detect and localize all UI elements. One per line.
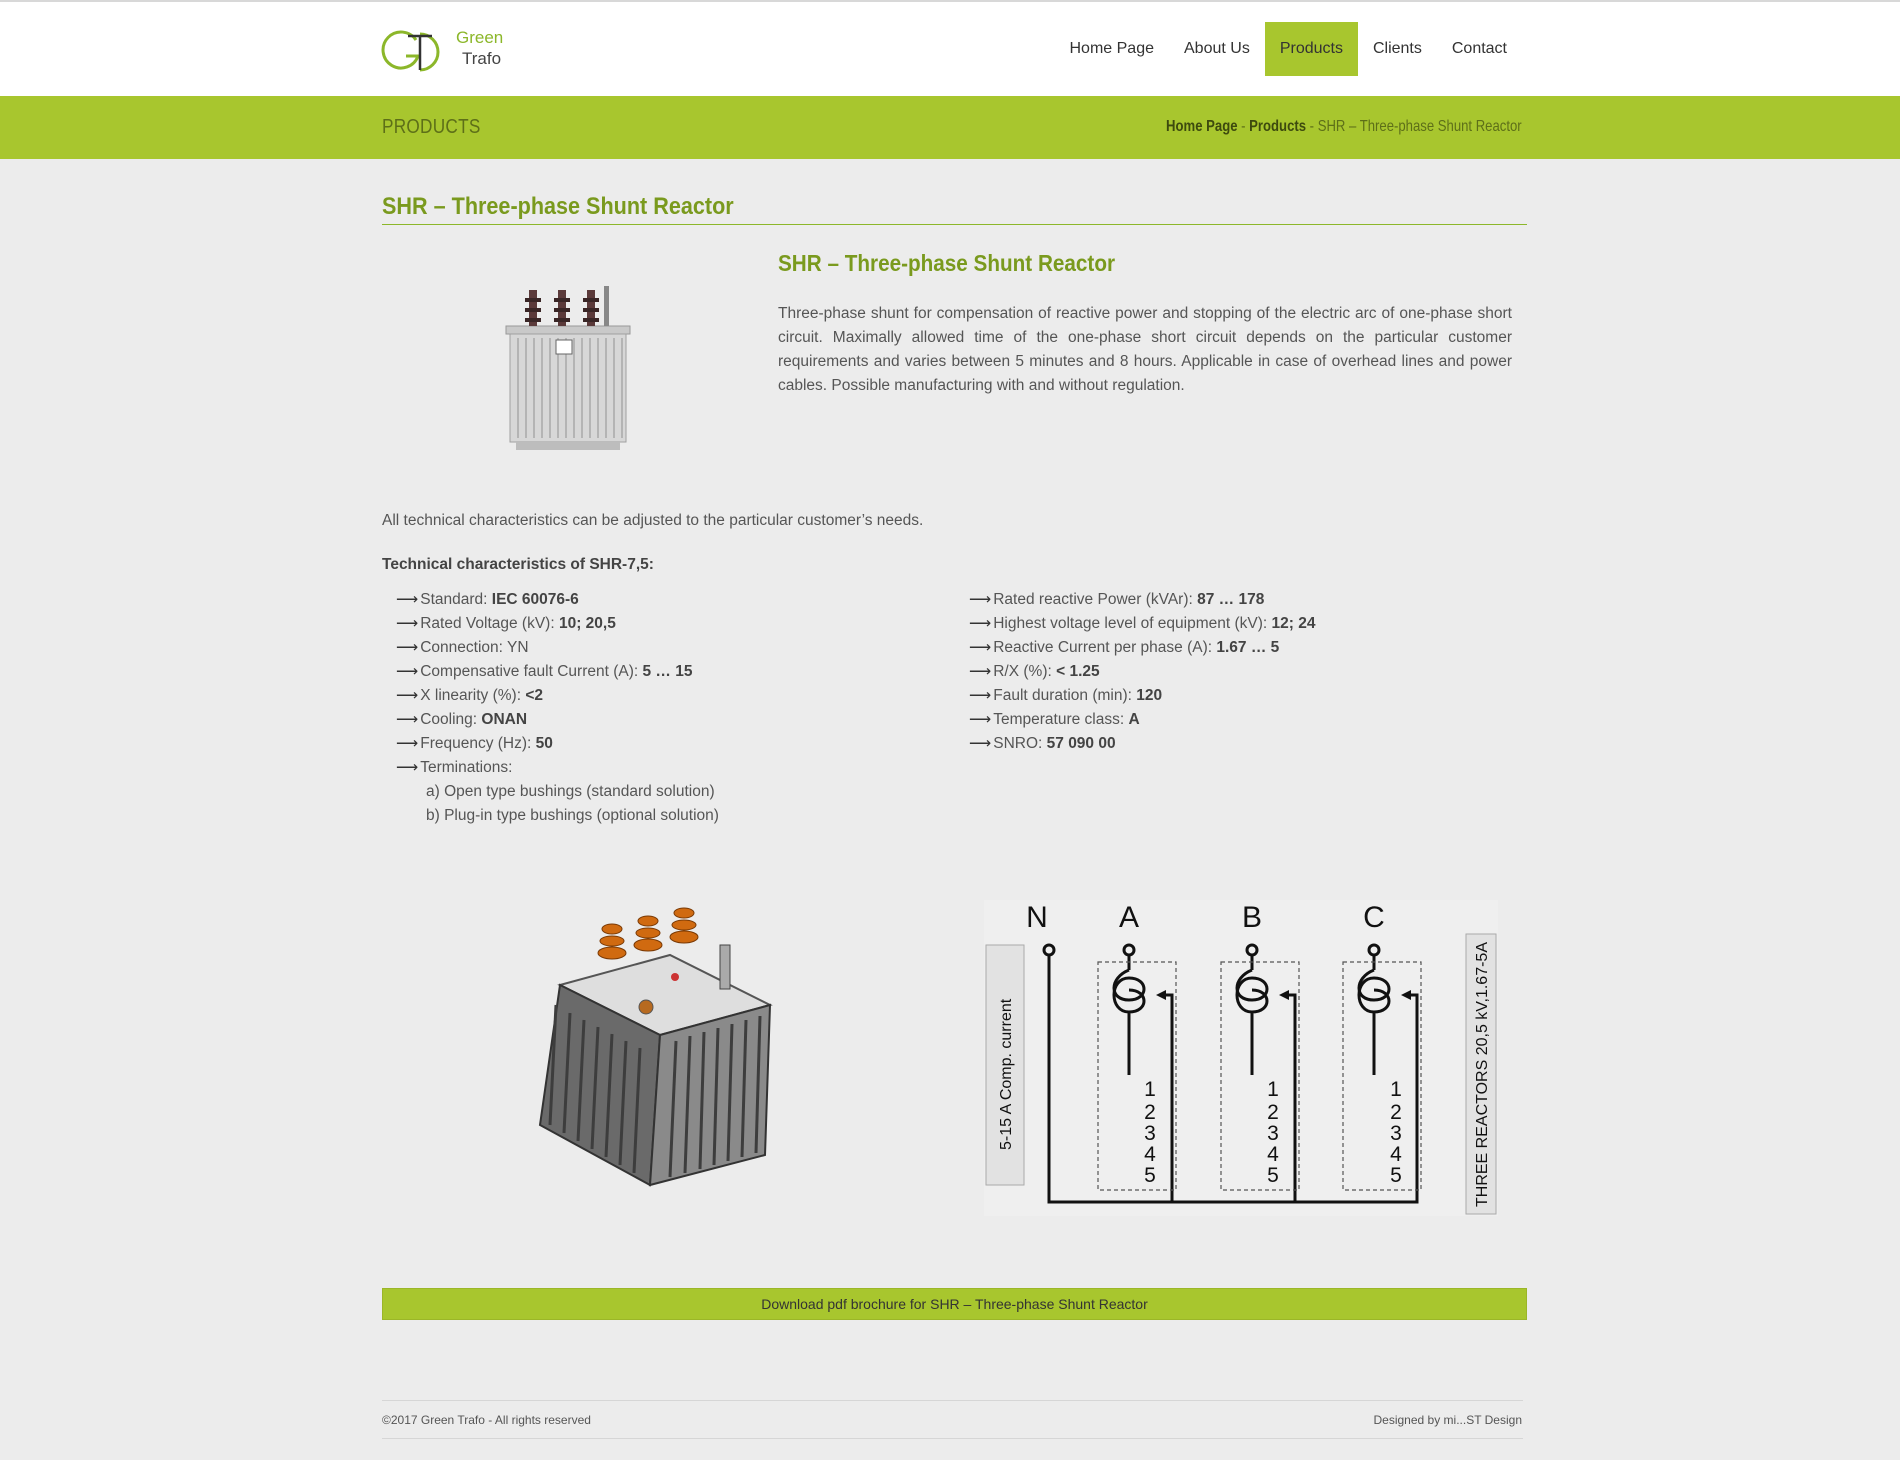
nav-products[interactable]: Products xyxy=(1265,22,1358,76)
tap-label: 2 xyxy=(1390,1101,1402,1124)
tap-label: 4 xyxy=(1144,1143,1156,1166)
spec-item xyxy=(969,612,1315,636)
spec-item xyxy=(396,708,719,732)
tap-label: 4 xyxy=(1267,1143,1279,1166)
spec-value: < 1.25 xyxy=(1056,663,1100,680)
spec-label: X linearity (%): xyxy=(420,687,526,704)
spec-item xyxy=(396,636,719,660)
tap-label: 1 xyxy=(1144,1078,1156,1101)
product-3d-render[interactable] xyxy=(520,895,800,1215)
product-title: SHR – Three-phase Shunt Reactor xyxy=(778,250,1116,276)
spec-label: Rated reactive Power (kVAr): xyxy=(993,591,1198,608)
spec-value: 50 xyxy=(535,735,553,752)
spec-label: Rated Voltage (kV): xyxy=(420,615,559,632)
spec-item xyxy=(969,588,1315,612)
spec-value: A xyxy=(1128,711,1140,728)
tech-characteristics-title: Technical characteristics of SHR-7,5: xyxy=(382,556,654,573)
spec-value: 12; 24 xyxy=(1271,615,1316,632)
schematic-left-label: 5-15 A Comp. current xyxy=(998,998,1015,1150)
page-title: SHR – Three-phase Shunt Reactor xyxy=(382,193,734,220)
spec-label: Terminations: xyxy=(420,759,513,776)
product-description: Three-phase shunt for compensation of reactive power and stopping of the electric arc of one-phase short circuit. Maximally allowed time of the one-phase short circuit depends on the particular customer requirements and varies between 5 minutes and 8 hours. Applicable in case of overhead lines and power cables. Possible manufacturing with and without regulation. xyxy=(778,305,1512,394)
termination-option: b) Plug-in type bushings (optional solution) xyxy=(426,807,719,824)
arrow-icon: ⟶ xyxy=(396,639,419,656)
tap-label: 1 xyxy=(1390,1078,1402,1101)
schematic-neutral-label: N xyxy=(1026,901,1048,934)
nav-contact[interactable]: Contact xyxy=(1451,40,1507,57)
nav-home[interactable]: Home Page xyxy=(1069,40,1154,57)
logo[interactable] xyxy=(380,26,520,74)
footer-divider xyxy=(382,1400,1523,1401)
spec-item xyxy=(969,708,1315,732)
transformer-photo-icon xyxy=(500,278,640,458)
main-nav xyxy=(1055,22,1523,76)
spec-item xyxy=(396,612,719,636)
logo-word-trafo: Trafo xyxy=(462,49,502,68)
spec-label: Cooling: xyxy=(420,711,482,728)
breadcrumb-separator: - xyxy=(1237,118,1250,135)
spec-item xyxy=(396,732,719,756)
arrow-icon: ⟶ xyxy=(969,639,992,656)
spec-label: R/X (%): xyxy=(993,663,1057,680)
schematic-phase-a-label: A xyxy=(1118,901,1140,934)
spec-label: Compensative fault Current (A): xyxy=(420,663,643,680)
spec-value: 57 090 00 xyxy=(1046,735,1116,752)
termination-option: a) Open type bushings (standard solution) xyxy=(426,783,715,800)
spec-label: Temperature class: xyxy=(993,711,1129,728)
spec-label: Frequency (Hz): xyxy=(420,735,536,752)
spec-item xyxy=(969,684,1315,708)
arrow-icon: ⟶ xyxy=(969,711,992,728)
spec-item xyxy=(396,756,719,780)
product-photo[interactable] xyxy=(500,278,640,458)
breadcrumb-home[interactable]: Home Page xyxy=(1166,118,1238,135)
arrow-icon: ⟶ xyxy=(396,687,419,704)
arrow-icon: ⟶ xyxy=(396,735,419,752)
arrow-icon: ⟶ xyxy=(396,759,419,776)
nav-about[interactable]: About Us xyxy=(1184,40,1250,57)
tap-label: 2 xyxy=(1144,1101,1156,1124)
site-header xyxy=(0,2,1900,96)
arrow-icon: ⟶ xyxy=(969,615,992,632)
arrow-icon: ⟶ xyxy=(396,663,419,680)
schematic-diagram xyxy=(984,900,1498,1216)
breadcrumb-products[interactable]: Products xyxy=(1249,118,1307,135)
arrow-icon: ⟶ xyxy=(969,591,992,608)
schematic-right-label: THREE REACTORS 20,5 kV,1.67-5A xyxy=(1474,942,1491,1207)
wiring-schematic[interactable] xyxy=(984,900,1498,1216)
arrow-icon: ⟶ xyxy=(969,663,992,680)
spec-label: Connection: YN xyxy=(420,639,529,656)
spec-item xyxy=(396,588,719,612)
spec-item xyxy=(969,636,1315,660)
spec-item xyxy=(969,660,1315,684)
spec-label: Standard: xyxy=(420,591,492,608)
footer-credit-link[interactable]: Designed by mi...ST Design xyxy=(1373,1413,1522,1427)
spec-value: 120 xyxy=(1136,687,1163,704)
spec-label: Highest voltage level of equipment (kV): xyxy=(993,615,1272,632)
tap-label: 3 xyxy=(1267,1122,1279,1145)
tap-label: 3 xyxy=(1390,1122,1402,1145)
tap-label: 4 xyxy=(1390,1143,1402,1166)
arrow-icon: ⟶ xyxy=(396,591,419,608)
spec-label: Reactive Current per phase (A): xyxy=(993,639,1217,656)
spec-value: 1.67 … 5 xyxy=(1216,639,1280,656)
download-brochure-button[interactable]: Download pdf brochure for SHR – Three-phase Shunt Reactor xyxy=(382,1288,1527,1320)
nav-clients[interactable]: Clients xyxy=(1372,40,1422,57)
page-banner xyxy=(0,96,1900,159)
breadcrumb-current: SHR – Three-phase Shunt Reactor xyxy=(1318,118,1522,135)
tap-label: 1 xyxy=(1267,1078,1279,1101)
tap-label: 5 xyxy=(1390,1164,1402,1187)
spec-item xyxy=(396,660,719,684)
tap-label: 3 xyxy=(1144,1122,1156,1145)
customization-note: All technical characteristics can be adjusted to the particular customer’s needs. xyxy=(382,512,924,529)
logo-mark-icon xyxy=(380,26,460,74)
arrow-icon: ⟶ xyxy=(969,687,992,704)
arrow-icon: ⟶ xyxy=(396,615,419,632)
footer-divider xyxy=(382,1438,1523,1439)
tap-label: 2 xyxy=(1267,1101,1279,1124)
banner-title: PRODUCTS xyxy=(382,116,481,138)
spec-value: ONAN xyxy=(481,711,528,728)
spec-label: SNRO: xyxy=(993,735,1047,752)
breadcrumb xyxy=(1166,118,1522,136)
spec-label: Fault duration (min): xyxy=(993,687,1137,704)
spec-item xyxy=(396,684,719,708)
spec-value: IEC 60076-6 xyxy=(491,591,579,608)
breadcrumb-separator: - xyxy=(1306,118,1319,135)
spec-value: 10; 20,5 xyxy=(558,615,616,632)
tap-label: 5 xyxy=(1144,1164,1156,1187)
title-divider xyxy=(382,224,1527,225)
spec-list-right xyxy=(969,588,1315,756)
spec-value: 5 … 15 xyxy=(642,663,693,680)
schematic-phase-b-label: B xyxy=(1241,901,1263,934)
arrow-icon: ⟶ xyxy=(396,711,419,728)
spec-list-left xyxy=(396,588,719,828)
arrow-icon: ⟶ xyxy=(969,735,992,752)
logo-word-green: Green xyxy=(456,28,504,47)
tap-label: 5 xyxy=(1267,1164,1279,1187)
spec-value: 87 … 178 xyxy=(1197,591,1265,608)
schematic-phase-c-label: C xyxy=(1363,901,1385,934)
spec-item xyxy=(969,732,1315,756)
footer-copyright: ©2017 Green Trafo - All rights reserved xyxy=(382,1413,591,1427)
spec-value: <2 xyxy=(525,687,544,704)
transformer-3d-icon xyxy=(520,895,800,1215)
